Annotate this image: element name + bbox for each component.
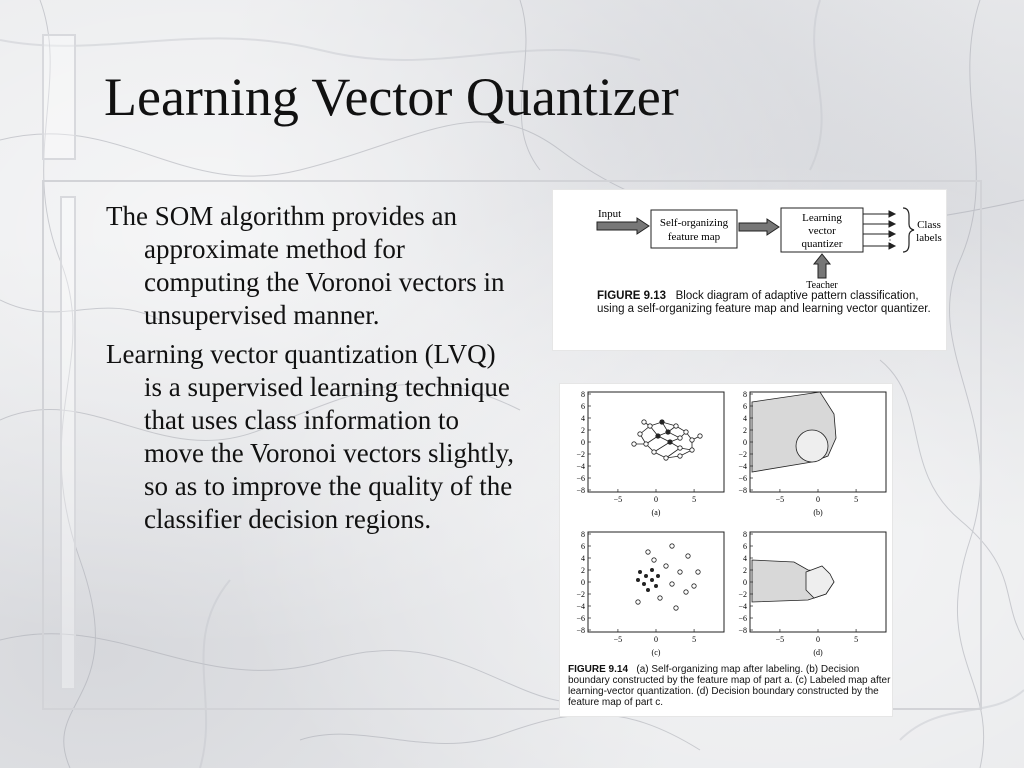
panel-b [750,392,886,492]
panel-axes-0 [576,390,696,517]
y-tick-label: 6 [743,402,747,411]
y-tick-label: −2 [738,590,747,599]
y-tick-label: 2 [743,566,747,575]
y-tick-label: 0 [743,438,747,447]
lvq-block-line3: quantizer [801,238,843,250]
lvq-block-line1: Learning [802,212,842,224]
caption-number: FIGURE 9.13 [597,290,667,302]
y-tick-label: 6 [581,542,585,551]
x-tick-label: −5 [613,635,623,644]
y-tick-label: 0 [581,578,585,587]
input-label: Input [598,208,622,220]
caption-number: FIGURE 9.14 [568,664,629,675]
class-labels-line1: Class [917,219,941,231]
y-tick-label: −6 [738,474,747,483]
y-tick-label: −8 [738,486,747,495]
bullet-som: The SOM algorithm provides an approximate method for computing the Voronoi vectors in unsupervised manner. [106,201,505,330]
y-tick-label: 6 [743,542,747,551]
x-tick-label: 5 [854,635,859,644]
y-tick-label: −8 [576,486,585,495]
x-tick-label: 0 [816,635,820,644]
lvq-class-a [636,568,660,592]
y-tick-label: 4 [581,414,585,423]
x-tick-label: 0 [654,495,658,504]
caption-text: Block diagram of adaptive pattern classification, using a self-organizing feature map and learning vector quantizer. [597,290,931,315]
y-tick-label: −8 [576,626,585,635]
class-labels-line2: labels [916,232,942,244]
lvq-block-line2: vector [808,225,836,237]
y-tick-label: 0 [581,438,585,447]
x-tick-label: 5 [692,635,697,644]
y-tick-label: 8 [581,530,585,539]
decision-boundary-plots [560,384,892,664]
y-tick-label: −4 [738,602,747,611]
x-tick-label: 0 [816,495,820,504]
y-tick-label: −4 [576,602,585,611]
y-tick-label: 8 [743,530,747,539]
som-block-line2: feature map [667,231,721,243]
boundary-b [796,430,828,462]
panel-c [588,532,724,632]
panel-c-frame [588,532,724,632]
x-tick-label: 5 [692,495,697,504]
panel-a-frame [588,392,724,492]
y-tick-label: −6 [738,614,747,623]
title-accent-bar [42,34,76,160]
y-tick-label: 2 [581,426,585,435]
som-nodes [632,420,702,460]
y-tick-label: −4 [738,462,747,471]
boundary-d [806,566,834,598]
x-tick-label: 5 [854,495,859,504]
som-block-line1: Self-organizing [659,217,729,229]
slide-title: Learning Vector Quantizer [104,67,679,127]
ellipsis-dots: ⋮ [885,235,895,246]
content-accent-bar [60,196,76,690]
teacher-label: Teacher [806,280,838,290]
panel-label: (b) [813,508,823,517]
block-diagram [553,190,946,290]
panel-label: (a) [651,508,661,517]
y-tick-label: 8 [743,390,747,399]
content-right-rule [980,180,982,710]
panel-label: (c) [651,648,661,657]
y-tick-label: 2 [743,426,747,435]
panel-d [750,532,886,632]
panel-a [588,392,724,492]
y-tick-label: −4 [576,462,585,471]
panel-axes-2 [576,530,696,657]
y-tick-label: 6 [581,402,585,411]
y-tick-label: 4 [743,414,747,423]
bullet-lvq: Learning vector quantization (LVQ) is a supervised learning technique that uses class information to move the Voronoi vectors slightly, so as to improve the quality of the classifier decision regions. [106,339,514,534]
figure-9-14 [560,384,892,716]
y-tick-label: −2 [738,450,747,459]
x-tick-label: −5 [613,495,623,504]
y-tick-label: −2 [576,450,585,459]
figure-9-13 [553,190,946,350]
x-tick-label: −5 [775,495,785,504]
x-tick-label: 0 [654,635,658,644]
content-top-rule [42,180,982,182]
brace [903,208,914,252]
y-tick-label: 0 [743,578,747,587]
panel-label: (d) [813,648,823,657]
y-tick-label: −2 [576,590,585,599]
y-tick-label: 2 [581,566,585,575]
input-arrow [597,218,649,234]
figure-9-14-caption [568,664,893,708]
som-to-lvq-arrow [739,219,779,235]
content-left-rule [42,180,44,710]
y-tick-label: −6 [576,614,585,623]
y-tick-label: 4 [743,554,747,563]
region-b [752,392,836,472]
y-tick-label: −8 [738,626,747,635]
bullet-list [106,200,516,542]
y-tick-label: 8 [581,390,585,399]
y-tick-label: 4 [581,554,585,563]
figure-9-13-caption [597,290,942,316]
x-tick-label: −5 [775,635,785,644]
caption-text: (a) Self-organizing map after labeling. (b) Decision boundary constructed by the feature map of part a. (c) Labeled map after learning-vector quantization. (d) Decision boundary constructed by the feature map of part c. [568,664,891,708]
teacher-arrow [814,254,830,278]
y-tick-label: −6 [576,474,585,483]
